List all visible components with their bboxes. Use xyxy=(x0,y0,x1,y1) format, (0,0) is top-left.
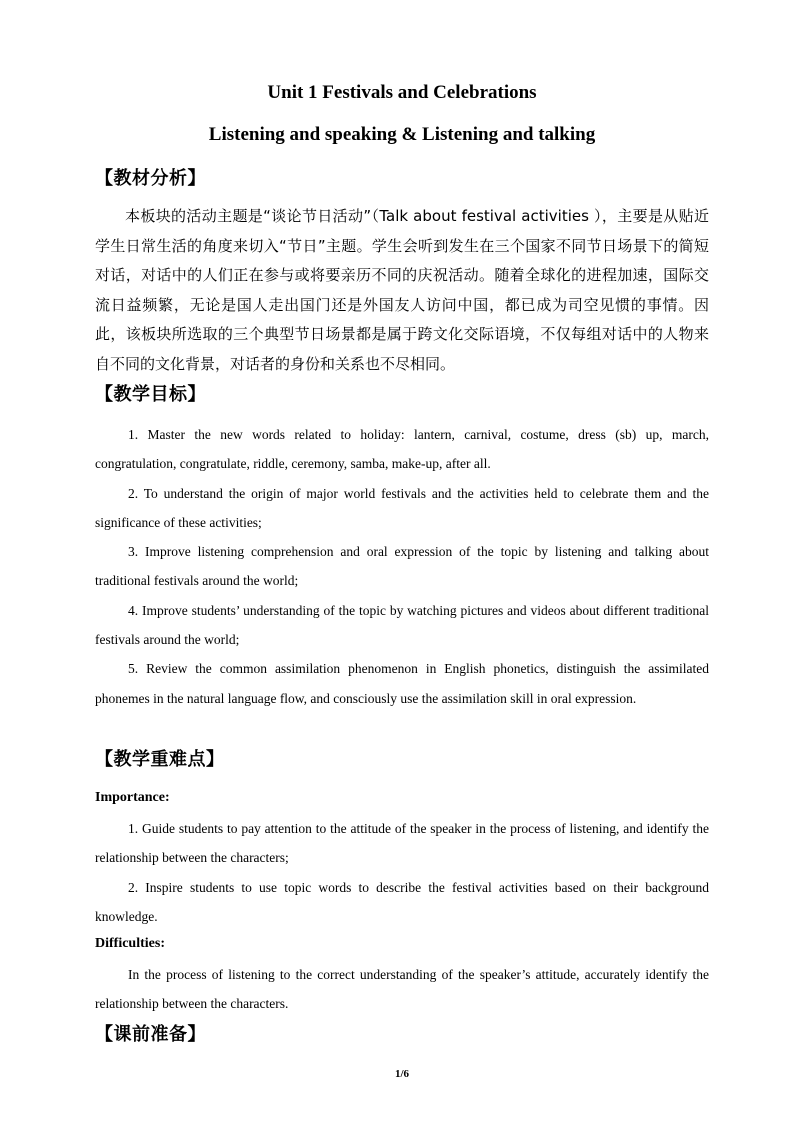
heading-objectives: 【教学目标】 xyxy=(95,384,206,405)
analysis-text-block xyxy=(95,202,709,379)
heading-analysis: 【教材分析】 xyxy=(95,168,206,189)
heading-preparation: 【课前准备】 xyxy=(95,1024,206,1045)
unit-title: Unit 1 Festivals and Celebrations xyxy=(267,82,537,103)
lesson-subtitle: Listening and speaking & Listening and talking xyxy=(208,124,596,145)
objective-item: 5. Review the common assimilation phenomenon in English phonetics, distinguish the assimilated phonemes in the natural language flow, and consciously use the assimilation skill in oral expression. xyxy=(95,661,709,706)
objective-item: 2. To understand the origin of major world festivals and the activities held to celebrate them and the significance of these activities; xyxy=(95,485,709,530)
importance-label: Importance: xyxy=(95,790,170,805)
objective-item: 4. Improve students’ understanding of the topic by watching pictures and videos about different traditional festivals around the world; xyxy=(95,602,709,648)
objective-item: 1. Master the new words related to holiday: lantern, carnival, costume, dress (sb) up, march, congratulation, congratulate, riddle, ceremony, samba, make-up, after all. xyxy=(95,427,709,472)
importance-list xyxy=(95,814,709,931)
heading-key-points: 【教学重难点】 xyxy=(95,749,225,770)
objectives-list xyxy=(95,420,709,713)
difficulties-list xyxy=(95,960,709,1019)
page-number: 1/6 xyxy=(394,1068,410,1080)
importance-item: 2. Inspire students to use topic words to describe the festival activities based on their background knowledge. xyxy=(95,879,709,924)
objective-item: 3. Improve listening comprehension and oral expression of the topic by listening and talking about traditional festivals around the world; xyxy=(95,544,709,589)
analysis-paragraph: 本板块的活动主题是“谈论节日活动”（Talk about festival activities ），主要是从贴近学生日常生活的角度来切入“节日”主题。学生会听到发生在三个国家不同节日场景下的简短对话，对话中的人们正在参与或将要亲历不同的庆祝活动。随着全球化的进程加速，国际交流日益频繁，无论是国人走出国门还是外国友人访问中国，都已成为司空见惯的事情。因此，该板块所选取的三个典型节日场景都是属于跨文化交际语境，不仅每组对话中的人物来自不同的文化背景，对话者的身份和关系也不尽相同。 xyxy=(95,207,709,373)
difficulty-item: In the process of listening to the correct understanding of the speaker’s attitude, accurately identify the relationship between the characters. xyxy=(95,967,709,1012)
difficulties-label: Difficulties: xyxy=(95,936,165,951)
importance-item: 1. Guide students to pay attention to the attitude of the speaker in the process of listening, and identify the relationship between the characters; xyxy=(95,821,709,866)
